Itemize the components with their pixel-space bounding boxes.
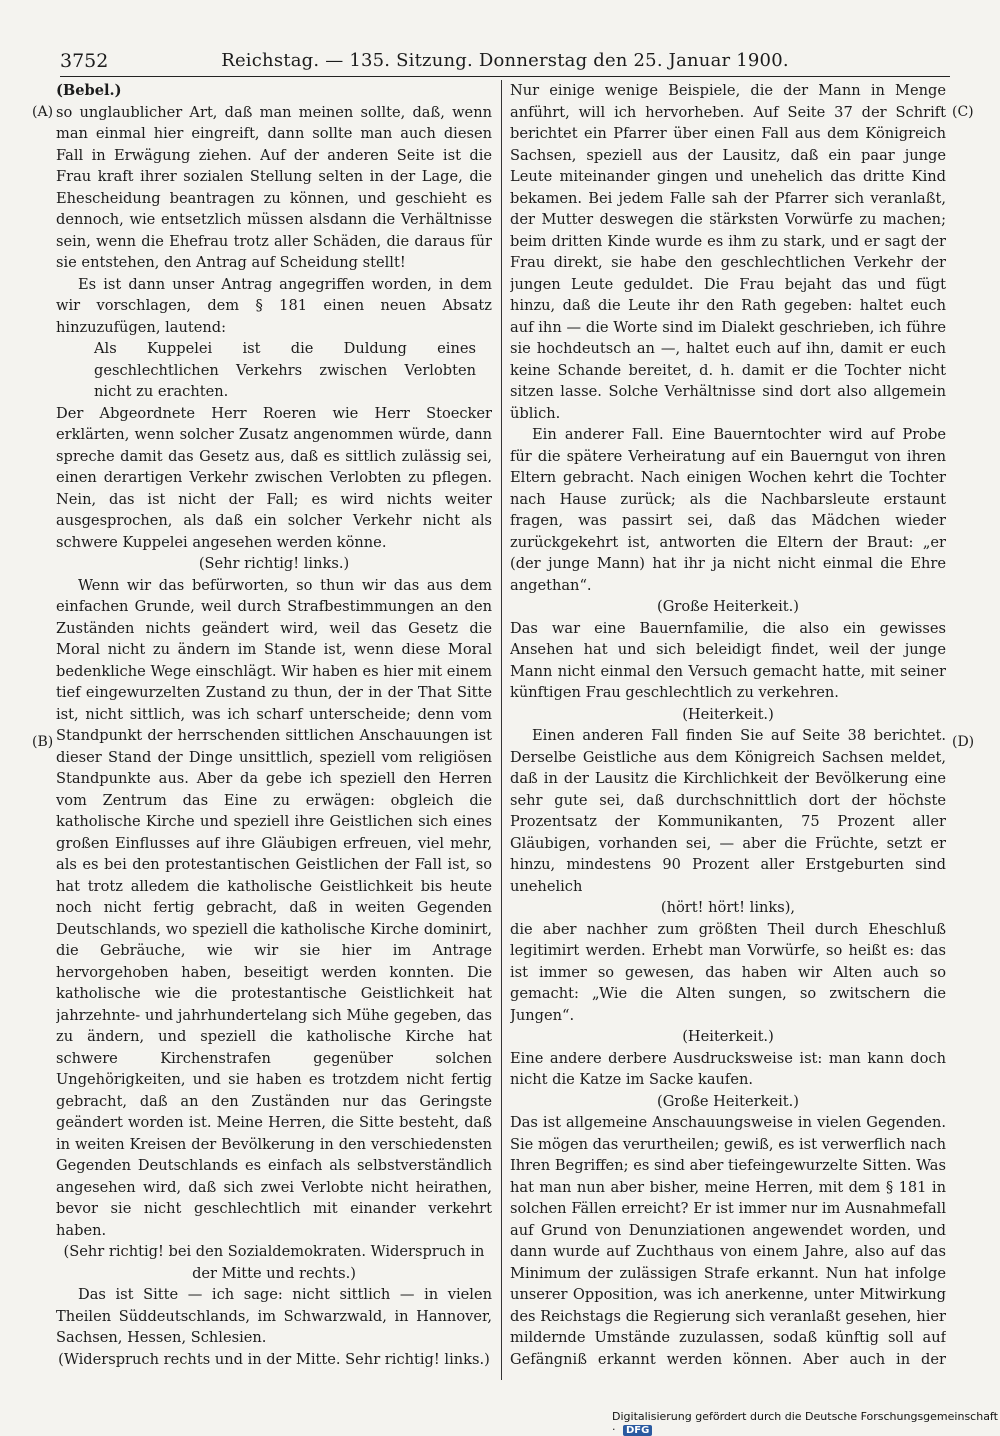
dfg-logo: DFG — [623, 1425, 652, 1436]
interjection: (Heiterkeit.) — [682, 1028, 774, 1045]
right-column — [510, 80, 946, 1370]
interjection: (Sehr richtig! links.) — [198, 555, 350, 572]
header-rule — [60, 76, 950, 77]
left-column — [56, 80, 492, 1370]
speaker-name: (Bebel.) — [56, 82, 122, 99]
interjection: (Sehr richtig! bei den Sozialdemokraten. Widerspruch in der Mitte und rechts.) — [63, 1243, 485, 1282]
quoted-amendment: Als Kuppelei ist die Duldung eines geschlechtlichen Verkehrs zwischen Verlobten nicht zu erachten. — [94, 340, 476, 400]
column-divider — [501, 80, 502, 1380]
interjection: (Große Heiterkeit.) — [657, 1092, 799, 1110]
margin-marker-b: (B) — [32, 734, 54, 750]
interjection: (Heiterkeit.) — [682, 705, 774, 723]
paragraph: Das war eine Bauernfamilie, die also ein gewisses Ansehen hat und sich beleidigt findet, weil der junge Mann nicht einmal den Versuch gemacht hatte, mit seiner künftigen Frau geschlechtlich zu verkehren. — [510, 619, 946, 701]
margin-marker-d: (D) — [952, 734, 975, 750]
interjection: (Große Heiterkeit.) — [657, 598, 799, 615]
paragraph: Einen anderen Fall finden Sie auf Seite 38 berichtet. Derselbe Geistliche aus dem Königreich Sachsen meldet, daß in der Lausitz die Kirchlichkeit der Bevölkerung eine sehr gute sei, daß durchschnittlich dort der höchste Prozentsatz der Kommunikanten, 75 Prozent aller Gläubigen, vorhanden sei, — aber die Früchte, setzt er hinzu, mindestens 90 Prozent aller Erstgeburten sind unehelich — [510, 727, 946, 895]
margin-marker-a: (A) — [32, 104, 54, 120]
running-title: Reichstag. — 135. Sitzung. Donnerstag den 25. Januar 1900. — [221, 50, 789, 71]
footer-credit — [612, 1410, 1000, 1436]
paragraph: Wenn wir das befürworten, so thun wir das aus dem einfachen Grunde, weil durch Strafbestimmungen an den Zuständen nichts geändert wird, weil das Gesetz die Moral nicht zu ändern im Stande ist, wenn diese Moral bedenkliche Wege einschlägt. Wir haben es hier mit einem tief eingewurzelten Zustand zu thun, der in der That Sitte ist, nicht sittlich, was ich scharf unterscheide; denn vom Standpunkt der herrschenden sittlichen Anschauungen ist dieser Stand der Dinge unsittlich, speziell vom religiösen Standpunkte aus. Aber da gebe ich speziell den Herren vom Zentrum das Eine zu erwägen: obgleich die katholische Kirche und speziell ihre Geistlichen sich eines großen Einflusses auf ihre Gläubigen erfreuen, viel mehr, als es bei den protestantischen Geistlichen der Fall ist, so hat trotz alledem die katholische Geistlichkeit bis heute noch nicht fertig gebracht, daß in weiten Gegenden Deutschlands, wo speziell die katholische Kirche dominirt, die Gebräuche, wie wir sie hier im Antrage hervorgehoben haben, beseitigt werden konnten. Die katholische wie die protestantische Geistlichkeit hat jahrzehnte- und jahrhundertelang sich Mühe gegeben, das zu ändern, und speziell die katholische Kirche hat schwere Kirchenstrafen gegenüber solchen Ungehörigkeiten, und sie haben es trotzdem nicht fertig gebracht, daß an den Zuständen nur das Geringste geändert worden ist. Meine Herren, die Sitte besteht, daß in weiten Kreisen der Bevölkerung in den verschiedensten Gegenden Deutschlands es einfach als selbstverständlich angesehen wird, daß sich zwei Verlobte nicht heirathen, bevor sie nicht geschlechtlich mit einander verkehrt haben. — [56, 576, 492, 1239]
paragraph: Der Abgeordnete Herr Roeren wie Herr Stoecker erklärten, wenn solcher Zusatz angenommen würde, dann spreche damit das Gesetz aus, daß es sittlich zulässig sei, einen derartigen Verkehr zwischen Verlobten zu pflegen. Nein, das ist nicht der Fall; es wird nichts weiter ausgesprochen, als daß ein solcher Verkehr nicht als schwere Kuppelei angesehen werden könne. — [56, 404, 492, 551]
paragraph: Ein anderer Fall. Eine Bauerntochter wird auf Probe für die spätere Verheiratung auf ein Bauerngut von ihren Eltern gebracht. Nach einigen Wochen kehrt die Tochter nach Hause zurück; als die Nachbarsleute erstaunt fragen, was passirt sei, daß das Mädchen wieder zurückgekehrt ist, antworten die Eltern der Braut: „er (der junge Mann) hat ihr ja nicht nicht einmal die Ehre angethan“. — [510, 426, 946, 594]
margin-marker-c: (C) — [952, 104, 974, 120]
paragraph: Es ist dann unser Antrag angegriffen worden, in dem wir vorschlagen, dem § 181 einen neuen Absatz hinzuzufügen, lautend: — [56, 275, 492, 336]
paragraph: die aber nachher zum größten Theil durch Eheschluß legitimirt werden. Erhebt man Vorwürfe, so heißt es: das ist immer so gewesen, das haben wir Alten auch so gemacht: „Wie die Alten sungen, so zwitschern die Jungen“. — [510, 920, 946, 1024]
paragraph: Das ist allgemeine Anschauungsweise in vielen Gegenden. Sie mögen das verurtheilen; gewiß, es ist verwerflich nach Ihren Begriffen; es sind aber tiefeingewurzelte Sitten. Was hat man nun aber bisher, meine Herren, mit dem § 181 in solchen Fällen erreicht? Er ist immer nur im Ausnahmefall auf Grund von Denunziationen angewendet worden, und dann wurde auf Zuchthaus von einem Jahre, also auf das Minimum der zulässigen Strafe erkannt. Nun hat infolge unserer Opposition, was ich anerkenne, unter Mitwirkung des Reichstags die Regierung sich veranlaßt gesehen, hier mildernde Umstände zuzulassen, sodaß künftig soll auf Gefängniß erkannt werden können. Aber auch in der — [510, 1114, 946, 1368]
interjection: (hört! hört! links), — [660, 899, 796, 916]
paragraph: Eine andere derbere Ausdrucksweise ist: man kann doch nicht die Katze im Sacke kaufen. — [510, 1049, 946, 1088]
paragraph: so unglaublicher Art, daß man meinen sollte, daß, wenn man einmal hier eingreift, dann sollte man auch diesen Fall in Erwägung ziehen. Auf der anderen Seite ist die Frau kraft ihrer sozialen Stellung selten in der Lage, die Ehescheidung beantragen zu können, und geschieht es dennoch, wie entsetzlich müssen alsdann die Verhältnisse sein, wenn die Ehefrau trotz aller Schäden, die daraus für sie entstehen, den Antrag auf Scheidung stellt! — [56, 103, 492, 271]
paragraph: Das ist Sitte — ich sage: nicht sittlich — in vielen Theilen Süddeutschlands, im Schwarzwald, in Hannover, Sachsen, Hessen, Schlesien. — [56, 1286, 492, 1346]
footer-text: Digitalisierung gefördert durch die Deutsche Forschungsgemeinschaft · — [612, 1410, 998, 1436]
interjection: (Widerspruch rechts und in der Mitte. Sehr richtig! links.) — [58, 1350, 490, 1368]
page-number: 3752 — [60, 50, 109, 72]
paragraph: Nur einige wenige Beispiele, die der Mann in Menge anführt, will ich hervorheben. Auf Seite 37 der Schrift berichtet ein Pfarrer über einen Fall aus dem Königreich Sachsen, speziell aus der Lausitz, daß ein paar junge Leute miteinander gingen und unehelich das dritte Kind bekamen. Bei jedem Falle sah der Pfarrer sich veranlaßt, der Mutter deswegen die stärksten Vorwürfe zu machen; beim dritten Kinde wurde es ihm zu stark, und er sagt der Frau direkt, sie habe den geschlechtlichen Verkehr der jungen Leute geduldet. Die Frau bejaht das und fügt hinzu, daß die Leute ihr den Rath gegeben: haltet euch auf ihn — die Worte sind im Dialekt geschrieben, ich führe sie hochdeutsch an —, haltet euch auf ihn, damit er euch keine Schande bereitet, d. h. damit er die Tochter nicht sitzen lasse. Solche Verhältnisse sind dort also allgemein üblich. — [510, 82, 946, 422]
page-header — [60, 50, 950, 74]
